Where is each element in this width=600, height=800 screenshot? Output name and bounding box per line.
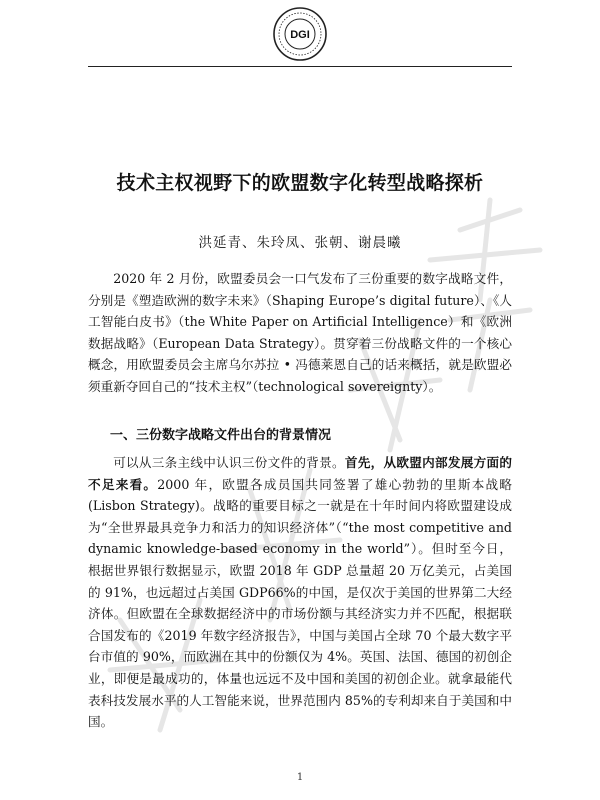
- para-rest: 2000 年，欧盟各成员国共同签署了雄心勃勃的里斯本战略(Lisbon Strategy)。战略的重要目标之一就是在十年时间内将欧盟建设成为“全世界最具竞争力和活力的知识经济体”（“the most competitive and dynamic knowledge-based economy in the world”）。但时至今日，根据世界银行数据显示，欧盟 2018 年 GDP 总量超 20 万亿美元，占美国的 91%，也远超过占美国 GDP66%的中国，是仅次于美国的世界第二大经济体。但欧盟在全球数据经济中的市场份额与其经济实力并不匹配，根据联合国发布的《2019 年数字经济报告》，中国与美国占全球 70 个最大数字平台市值的 90%，而欧洲在其中的份额仅为 4%。英国、法国、德国的初创企业，即便是最成功的，体量也远远不及中国和美国的初创企业。就拿最能代表科技发展水平的人工智能来说，世界范围内 85%的专利却来自于美国和中国。: [88, 476, 512, 730]
- dgi-logo: [272, 6, 328, 62]
- logo-text: DGI: [290, 29, 310, 41]
- section-heading: 一、三份数字战略文件出台的背景情况: [110, 428, 332, 443]
- body-paragraph: [88, 452, 512, 733]
- header-rule: [88, 66, 512, 67]
- author-list: 洪延青、朱玲凤、张朝、谢晨曦: [198, 235, 402, 251]
- page-number: 1: [296, 772, 304, 783]
- intro-paragraph: 2020 年 2 月份，欧盟委员会一口气发布了三份重要的数字战略文件，分别是《塑造欧洲的数字未来》（Shaping Europe’s digital future）、《人工智能白皮书》（the White Paper on Artificial Intelligence）和《欧洲数据战略》（European Data Strategy）。贯穿着三份战略文件的一个核心概念，用欧盟委员会主席乌尔苏拉 • 冯德莱恩自己的话来概括，就是欧盟必须重新夺回自己的“技术主权”（technological sovereignty）。: [88, 271, 512, 394]
- page-title: 技术主权视野下的欧盟数字化转型战略探析: [116, 172, 484, 194]
- para-bold-lead: 首先，从欧盟内部发展方面的不足来看。: [88, 455, 513, 492]
- para-lead: 可以从三条主线中认识三份文件的背景。: [113, 455, 345, 470]
